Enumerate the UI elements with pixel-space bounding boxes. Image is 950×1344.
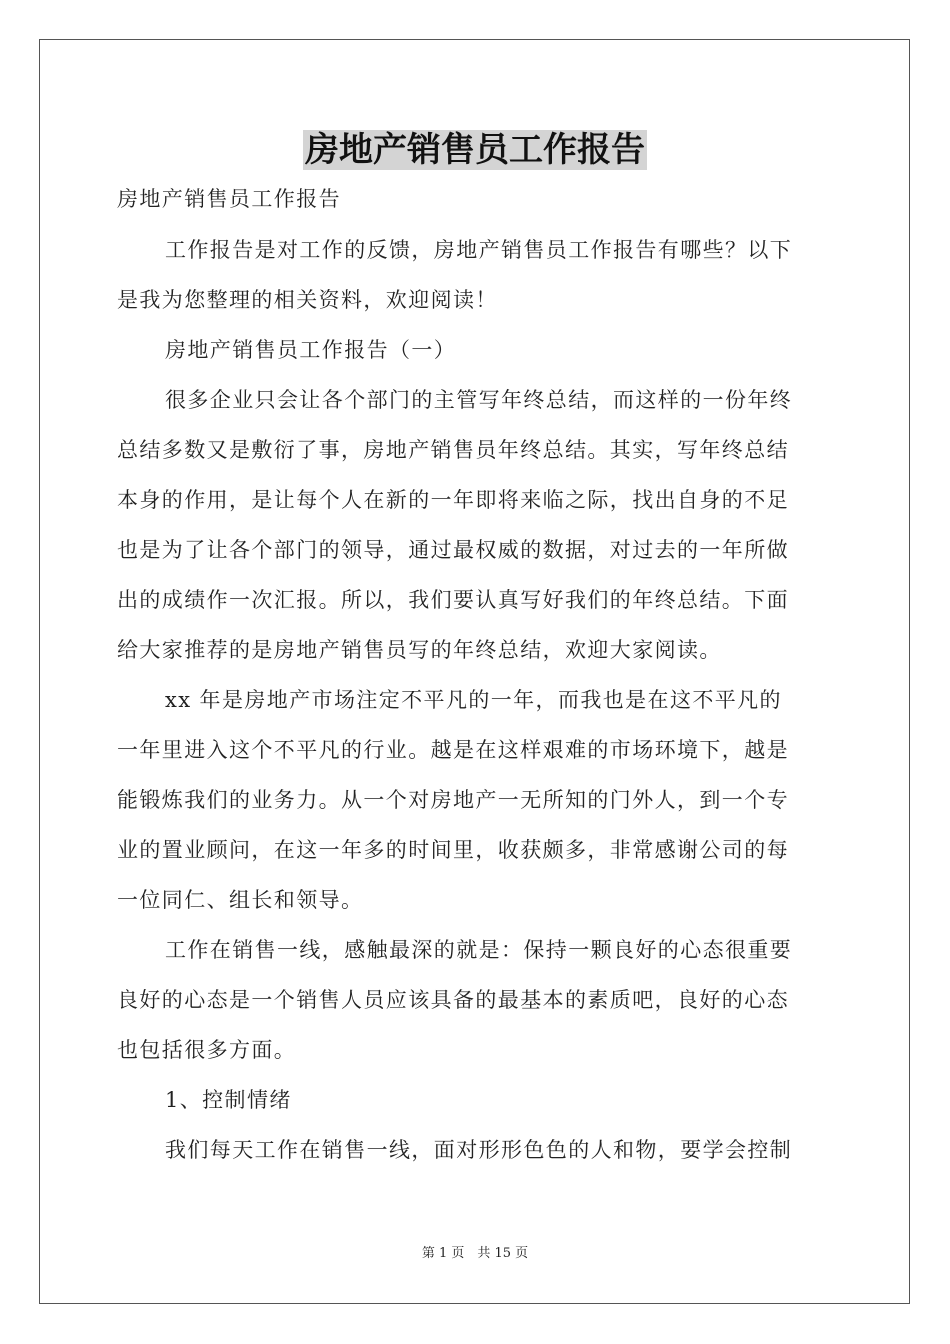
- paragraph-line: 业的置业顾问，在这一年多的时间里，收获颇多，非常感谢公司的每: [117, 838, 789, 862]
- paragraph-line: 我们每天工作在销售一线，面对形形色色的人和物，要学会控制: [165, 1138, 793, 1162]
- paragraph-line: 工作在销售一线，感触最深的就是：保持一颗良好的心态很重要: [165, 938, 793, 962]
- paragraph-line: 也包括很多方面。: [117, 1038, 297, 1062]
- paragraph-line: xx 年是房地产市场注定不平凡的一年，而我也是在这不平凡的: [165, 688, 782, 712]
- paragraph-line: 本身的作用，是让每个人在新的一年即将来临之际，找出自身的不足: [117, 488, 789, 512]
- paragraph-line: 出的成绩作一次汇报。所以，我们要认真写好我们的年终总结。下面: [117, 588, 789, 612]
- page-number-footer: 第 1 页 共 15 页: [421, 1246, 529, 1261]
- numbered-heading: 1、控制情绪: [165, 1088, 292, 1112]
- subtitle-line: 房地产销售员工作报告: [117, 187, 341, 211]
- paragraph-line: 给大家推荐的是房地产销售员写的年终总结，欢迎大家阅读。: [117, 638, 722, 662]
- paragraph-line: 能锻炼我们的业务力。从一个对房地产一无所知的门外人，到一个专: [117, 788, 789, 812]
- document-title: 房地产销售员工作报告: [305, 130, 645, 170]
- paragraph-line: 是我为您整理的相关资料，欢迎阅读！: [117, 288, 498, 312]
- paragraph-line: 一位同仁、组长和领导。: [117, 888, 364, 912]
- section-heading: 房地产销售员工作报告（一）: [165, 338, 457, 362]
- paragraph-line: 很多企业只会让各个部门的主管写年终总结，而这样的一份年终: [165, 388, 793, 412]
- paragraph-line: 一年里进入这个不平凡的行业。越是在这样艰难的市场环境下，越是: [117, 738, 789, 762]
- paragraph-line: 总结多数又是敷衍了事，房地产销售员年终总结。其实，写年终总结: [117, 438, 789, 462]
- paragraph-line: 良好的心态是一个销售人员应该具备的最基本的素质吧，良好的心态: [117, 988, 789, 1012]
- paragraph-line: 也是为了让各个部门的领导，通过最权威的数据，对过去的一年所做: [117, 538, 789, 562]
- paragraph-line: 工作报告是对工作的反馈，房地产销售员工作报告有哪些？以下: [165, 238, 793, 262]
